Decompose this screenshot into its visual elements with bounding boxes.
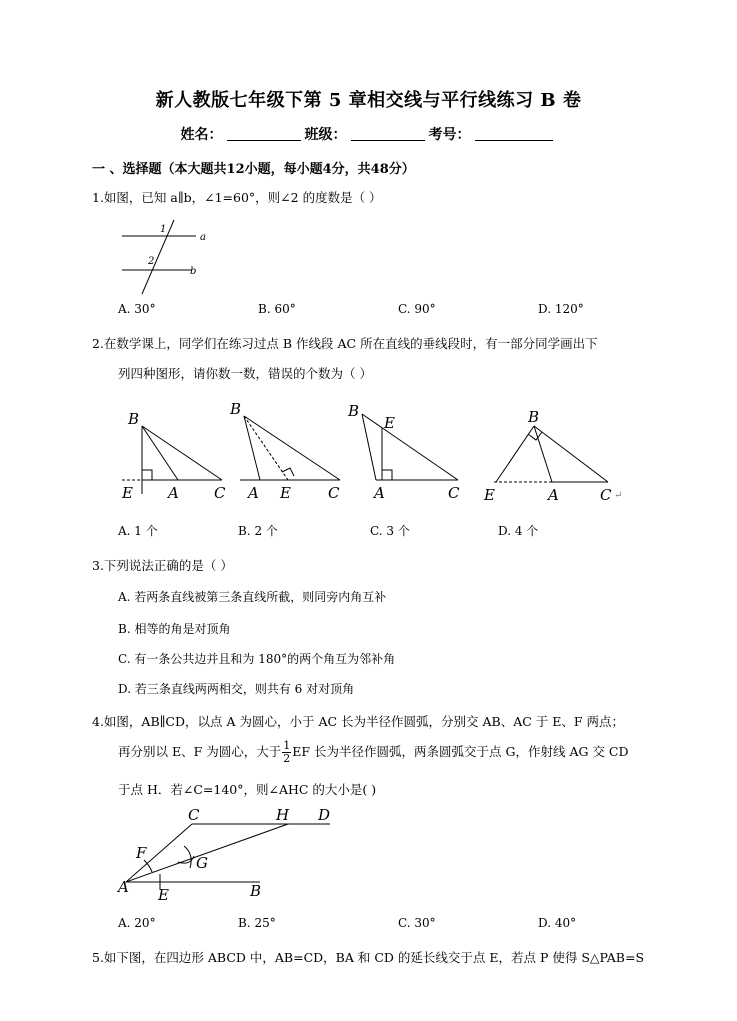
fraction-one-half: $\frac{1}{2}$ [283,739,291,765]
q2-f4-label-a: A [548,486,559,504]
q4-line2-pre: 再分别以 E、F 为圆心，大于 [118,744,282,759]
student-info-line [0,124,737,144]
question-3-option-d[interactable]: D. 若三条直线两两相交，则共有 6 对对顶角 [118,682,355,696]
question-2-option-d[interactable]: D. 4 个 [498,524,539,538]
q2-f1-label-a: A [168,484,179,502]
q2-f1-label-e: E [122,484,133,502]
question-1-option-c[interactable]: C. 90° [398,302,436,316]
q2-f3-label-a: A [374,484,385,502]
class-label: 班级： [304,127,347,143]
name-label: 姓名： [180,127,223,143]
id-blank[interactable] [475,126,553,141]
question-3-option-c[interactable]: C. 有一条公共边并且和为 180°的两个角互为邻补角 [118,652,396,666]
question-4-stem-line-1: 4.如图，AB∥CD，以点 A 为圆心，小于 AC 长为半径作圆弧，分别交 AB、AC 于 E、F 两点； [92,714,625,729]
page-title: 新人教版七年级下第 5 章相交线与平行线练习 B 卷 [155,90,582,111]
q4-line2-post: EF 长为半径作圆弧，两条圆弧交于点 G，作射线 AG 交 CD [292,744,629,759]
question-4-option-c[interactable]: C. 30° [398,916,436,930]
q2-f4-label-b: B [528,408,540,426]
q2-f4-label-c: C [600,486,612,504]
line-b-label: b [190,266,197,277]
question-1-stem: 1.如图，已知 a∥b，∠1=60°，则∠2 的度数是（ ） [92,190,382,205]
q2-figure-2 [229,400,340,502]
q2-figure-3 [347,402,460,502]
q2-f3-label-b: B [348,402,360,420]
q2-f1-label-c: C [214,484,226,502]
q2-figure-1 [121,410,226,502]
section-heading: 一 、选择题（本大题共12小题，每小题4分，共48分） [92,162,415,177]
question-5-stem: 5.如下图，在四边形 ABCD 中，AB=CD，BA 和 CD 的延长线交于点 E，若点 P 使得 S△PAB=S [92,950,645,965]
q2-f2-label-c: C [328,484,340,502]
q4-label-d: D [318,806,331,824]
angle-2-label: 2 [148,256,155,267]
question-4-stem-line-2 [118,740,629,765]
question-2-option-a[interactable]: A. 1 个 [118,524,158,538]
q4-label-f: F [136,844,147,862]
question-1-option-a[interactable]: A. 30° [118,302,156,316]
question-2-stem-line-2: 列四种图形，请你数一数，错误的个数为（ ） [118,366,372,381]
q4-label-c: C [188,806,200,824]
q4-label-g: G [196,854,208,872]
question-3-stem: 3.下列说法正确的是（ ） [92,558,233,573]
q2-f2-label-b: B [230,400,242,418]
q4-label-b: B [250,882,262,900]
question-2-stem-line-1: 2.在数学课上，同学们在练习过点 B 作线段 AC 所在直线的垂线段时，有一部分同学画出下 [92,336,598,351]
question-4-option-b[interactable]: B. 25° [238,916,276,930]
question-3-option-b[interactable]: B. 相等的角是对顶角 [118,622,231,636]
svg-text:↵: ↵ [614,490,623,501]
q4-label-a: A [118,878,129,896]
name-blank[interactable] [227,126,301,141]
question-4-figure [112,806,352,902]
q2-figure-4 [483,408,622,504]
angle-1-label: 1 [160,224,167,235]
class-blank[interactable] [351,126,425,141]
transversal [142,220,174,294]
q2-f2-label-a: A [248,484,259,502]
question-1-option-d[interactable]: D. 120° [538,302,584,316]
q4-label-h: H [276,806,290,824]
q2-f1-label-b: B [128,410,140,428]
question-2-figures [112,400,632,510]
question-4-option-d[interactable]: D. 40° [538,916,577,930]
q2-f2-label-e: E [280,484,291,502]
question-1-option-b[interactable]: B. 60° [258,302,296,316]
id-label: 考号： [428,127,471,143]
question-1-figure [112,218,222,298]
question-4-stem-line-3: 于点 H．若∠C=140°，则∠AHC 的大小是( ) [118,782,377,797]
question-2-option-c[interactable]: C. 3 个 [370,524,410,538]
question-2-option-b[interactable]: B. 2 个 [238,524,278,538]
q2-f4-label-e: E [484,486,495,504]
q2-f3-label-e: E [384,414,395,432]
question-4-option-a[interactable]: A. 20° [118,916,156,930]
question-3-option-a[interactable]: A. 若两条直线被第三条直线所截，则同旁内角互补 [118,590,387,604]
q4-label-e: E [158,886,169,902]
line-a-label: a [200,232,206,243]
q2-f3-label-c: C [448,484,460,502]
